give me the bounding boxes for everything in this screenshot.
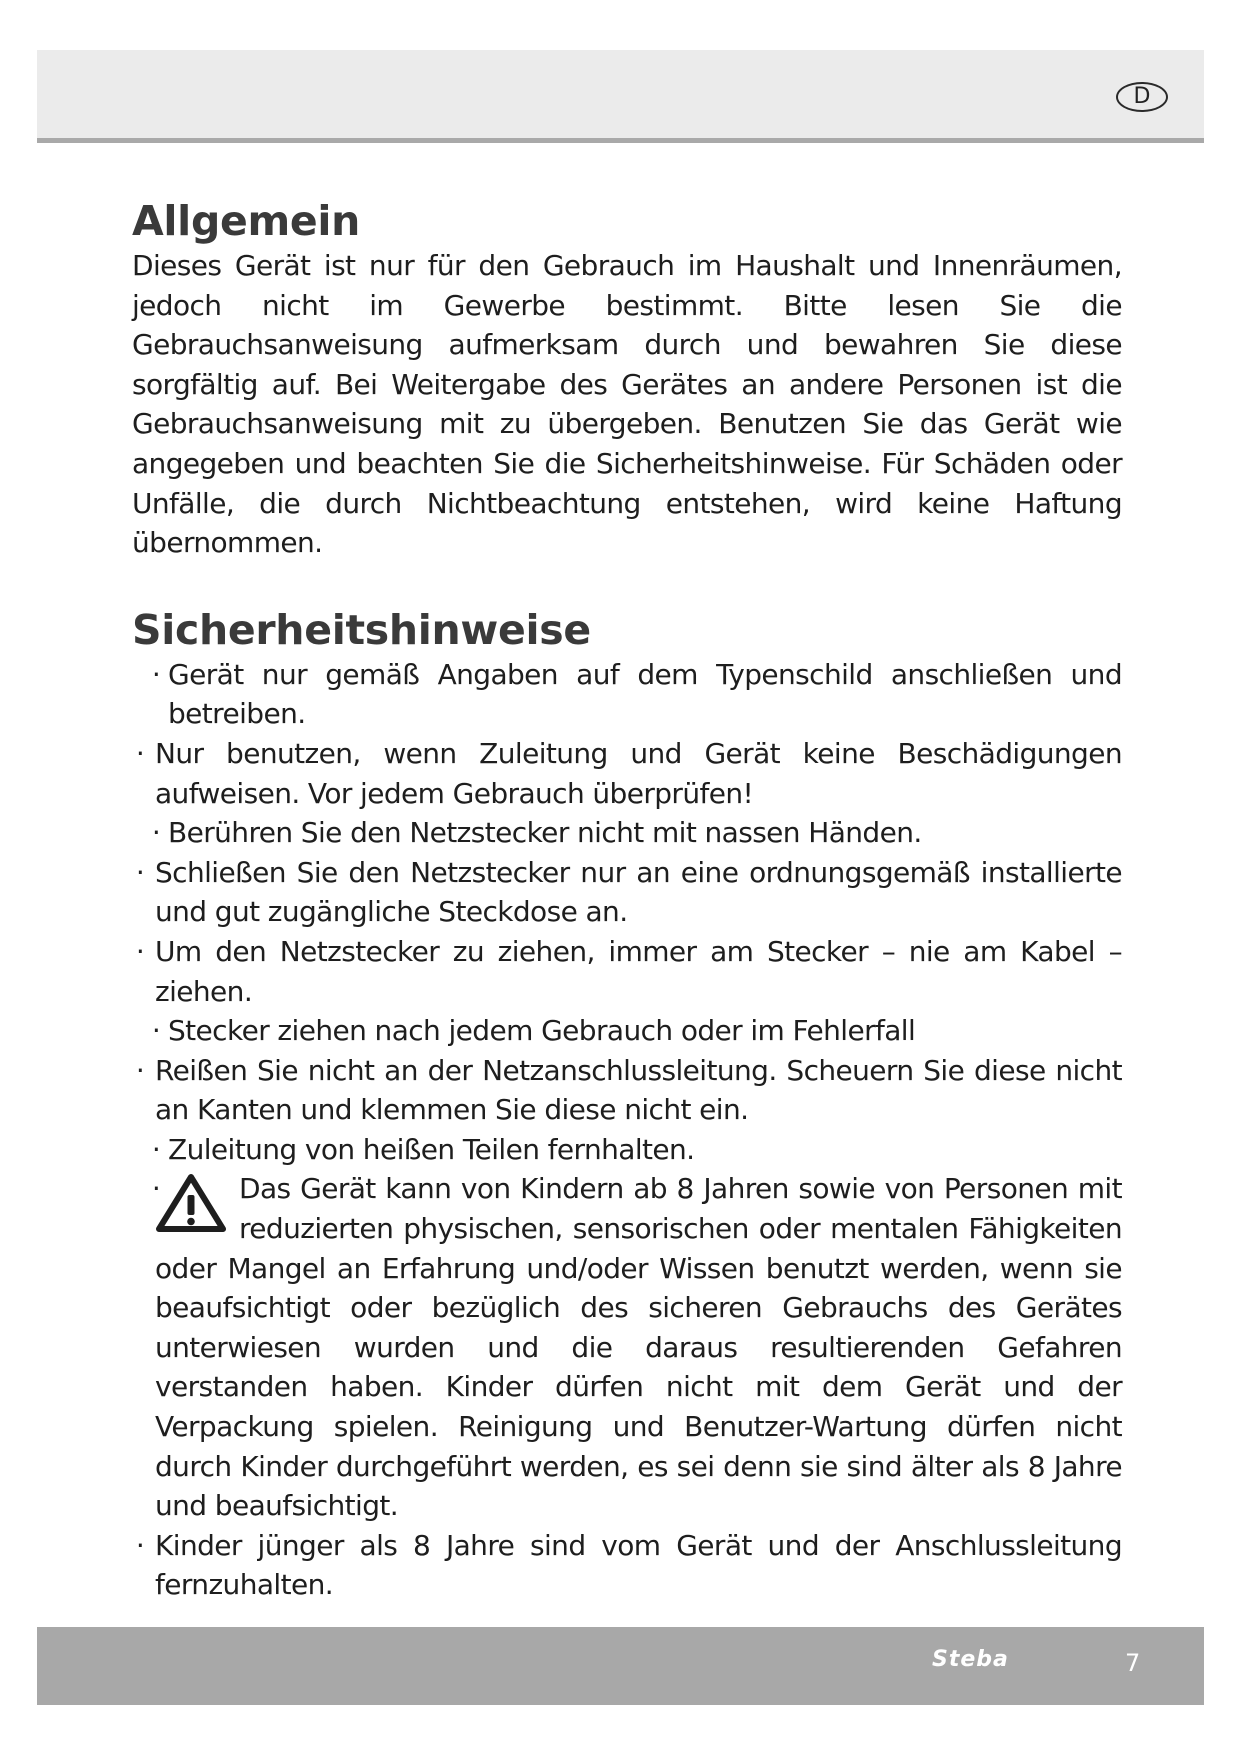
safety-list bbox=[132, 655, 1122, 1605]
page-content bbox=[132, 196, 1122, 1605]
bullet: · bbox=[151, 1014, 161, 1048]
bullet: · bbox=[135, 1053, 145, 1087]
language-badge: D bbox=[1116, 82, 1168, 112]
list-item: · Schließen Sie den Netzstecker nur an eine ordnungsgemäß installierte und gut zugängliche Steckdose an. bbox=[132, 853, 1122, 932]
bullet: · bbox=[151, 657, 161, 691]
list-item-warning: · Das Gerät kann von Kindern ab 8 Jahren sowie von Personen mit reduzierten physischen, sensorischen oder mentalen Fähigkeiten oder Mangel an Erfahrung und/oder Wissen benutzt werden, wenn sie beaufsichtigt oder bezüglich des sicheren Gebrauchs des Gerätes unterwiesen wurden und die daraus resultierenden Gefahren verstanden haben. Kinder dürfen nicht mit dem Gerät und der Verpackung spielen. Reinigung und Benutzer-Wartung dürfen nicht durch Kinder durchgeführt werden, es sei denn sie sind älter als 8 Jahre und beaufsichtigt. bbox=[132, 1169, 1122, 1525]
brand-logo bbox=[932, 1647, 1077, 1687]
bullet: · bbox=[135, 855, 145, 889]
bullet: · bbox=[151, 816, 161, 850]
section-title-allgemein: Allgemein bbox=[132, 197, 361, 245]
bullet: · bbox=[135, 934, 145, 968]
brand-name: Steba bbox=[932, 1647, 1009, 1672]
list-item: · Stecker ziehen nach jedem Gebrauch oder im Fehlerfall bbox=[132, 1011, 1122, 1051]
page-number: 7 bbox=[1125, 1649, 1141, 1677]
bullet: · bbox=[151, 1132, 161, 1166]
list-item: · Kinder jünger als 8 Jahre sind vom Gerät und der Anschlussleitung fernzuhalten. bbox=[132, 1526, 1122, 1605]
section-title-sicherheitshinweise: Sicherheitshinweise bbox=[132, 605, 591, 654]
header-band bbox=[37, 50, 1204, 143]
list-item: · Berühren Sie den Netzstecker nicht mit nassen Händen. bbox=[132, 813, 1122, 853]
bullet: · bbox=[151, 1172, 161, 1206]
list-item: · Gerät nur gemäß Angaben auf dem Typenschild anschließen und betreiben. bbox=[132, 655, 1122, 734]
warning-icon bbox=[155, 1173, 229, 1237]
list-item: · Nur benutzen, wenn Zuleitung und Gerät keine Beschädigungen aufweisen. Vor jedem Gebrauch überprüfen! bbox=[132, 734, 1122, 813]
bullet: · bbox=[135, 1528, 145, 1562]
list-item: · Reißen Sie nicht an der Netzanschlussleitung. Scheuern Sie diese nicht an Kanten und klemmen Sie diese nicht ein. bbox=[132, 1051, 1122, 1130]
list-item: · Zuleitung von heißen Teilen fernhalten. bbox=[132, 1130, 1122, 1170]
allgemein-paragraph: Dieses Gerät ist nur für den Gebrauch im Haushalt und Innenräumen, jedoch nicht im Gewerbe bestimmt. Bitte lesen Sie die Gebrauchsanweisung aufmerksam durch und bewahren Sie diese sorgfältig auf. Bei Weitergabe des Gerätes an andere Personen ist die Gebrauchsanweisung mit zu übergeben. Benutzen Sie das Gerät wie angegeben und beachten Sie die Sicherheitshinweise. Für Schäden oder Unfälle, die durch Nichtbeachtung entstehen, wird keine Haftung übernommen. bbox=[132, 249, 1122, 560]
list-item: · Um den Netzstecker zu ziehen, immer am Stecker – nie am Kabel – ziehen. bbox=[132, 932, 1122, 1011]
bullet: · bbox=[135, 736, 145, 770]
footer-band bbox=[37, 1627, 1204, 1705]
